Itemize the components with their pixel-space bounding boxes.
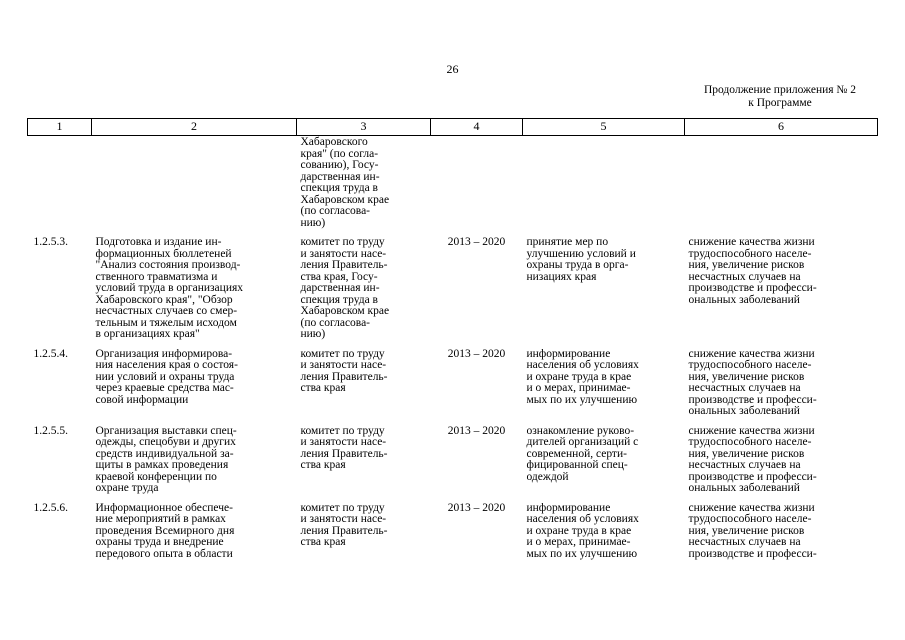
cell-name: Организация выставки спец- одежды, спецобуви и других средств индивидуальной за- щиты в рамках проведения краевой конференции по охране труда xyxy=(95,424,237,494)
cell-result: информирование населения об условиях и охране труда в крае и о мерах, принимае- мых по их улучшению xyxy=(526,501,639,560)
cell-number: 1.2.5.3. xyxy=(33,236,68,248)
cell-consequence: снижение качества жизни трудоспособного населе- ния, увеличение рисков несчастных случаев на производстве и професси- ональных заболеваний xyxy=(688,236,817,306)
cell-consequence: снижение качества жизни трудоспособного населе- ния, увеличение рисков несчастных случаев на производстве и професси- xyxy=(688,501,817,560)
table-row-continuation xyxy=(28,136,878,238)
column-header-1: 1 xyxy=(28,119,92,136)
table-row xyxy=(28,237,878,349)
cell-name: Организация информирова- ния населения края о состоя- нии условий и охраны труда через краевые средства мас- совой информации xyxy=(95,347,238,406)
cell-consequence: снижение качества жизни трудоспособного населе- ния, увеличение рисков несчастных случаев на производстве и професси- ональных заболеваний xyxy=(688,424,817,494)
cell-number: 1.2.5.6. xyxy=(33,501,68,514)
continuation-line-2: к Программе xyxy=(748,97,812,109)
cell-number: 1.2.5.4. xyxy=(33,347,68,360)
cell-period: 2013 – 2020 xyxy=(447,347,506,360)
page-number: 26 xyxy=(446,62,459,76)
table-header-row xyxy=(28,119,878,136)
cell-executor: комитет по труду и занятости насе- ления Правитель- ства края xyxy=(300,424,388,471)
cell-period: 2013 – 2020 xyxy=(447,236,506,248)
column-header-3: 3 xyxy=(297,119,431,136)
cell-result: ознакомление руково- дителей организаций с современной, серти- фицированной спец- одеждой xyxy=(526,424,639,483)
cell-period: 2013 – 2020 xyxy=(447,424,506,437)
appendix-continuation-note xyxy=(690,84,870,110)
cell-executor: комитет по труду и занятости насе- ления Правитель- ства края xyxy=(300,501,388,548)
cell-period: 2013 – 2020 xyxy=(447,501,506,514)
cell-consequence: снижение качества жизни трудоспособного населе- ния, увеличение рисков несчастных случаев на производстве и професси- ональных заболеваний xyxy=(688,347,817,417)
cell-executor: Хабаровского края" (по согла- сованию), Госу- дарственная ин- спекция труда в Хабаровском крае (по согласова- нию) xyxy=(300,136,390,229)
column-header-5: 5 xyxy=(523,119,685,136)
cell-consequence xyxy=(685,136,878,238)
column-header-2: 2 xyxy=(92,119,297,136)
cell-number: 1.2.5.5. xyxy=(33,424,68,437)
cell-result: принятие мер по улучшению условий и охраны труда в орга- низациях края xyxy=(526,236,636,283)
cell-result: информирование населения об условиях и охране труда в крае и о мерах, принимае- мых по их улучшению xyxy=(526,347,639,406)
cell-executor: комитет по труду и занятости насе- ления Правитель- ства края, Госу- дарственная ин- спекция труда в Хабаровском крае (по согласова- нию) xyxy=(300,236,390,340)
cell-period xyxy=(431,136,523,238)
cell-name: Информационное обеспече- ние мероприятий в рамках проведения Всемирного дня охраны труда и внедрение передового опыта в области xyxy=(95,501,235,560)
table-row xyxy=(28,349,878,426)
cell-number xyxy=(28,136,92,238)
table-row xyxy=(28,503,878,569)
cell-name: Подготовка и издание ин- формационных бюллетеней "Анализ состояния производ- ственного травматизма и условий труда в организациях Хабаровского края", "Обзор несчастных случаев со смер- тельным и тяжелым исходом в организациях края" xyxy=(95,236,244,340)
continuation-line-1: Продолжение приложения № 2 xyxy=(703,84,857,96)
table-row xyxy=(28,426,878,503)
cell-name xyxy=(92,136,297,238)
column-header-4: 4 xyxy=(431,119,523,136)
column-header-6: 6 xyxy=(685,119,878,136)
program-measures-table xyxy=(27,118,878,568)
cell-result xyxy=(523,136,685,238)
cell-executor: комитет по труду и занятости насе- ления Правитель- ства края xyxy=(300,347,388,394)
